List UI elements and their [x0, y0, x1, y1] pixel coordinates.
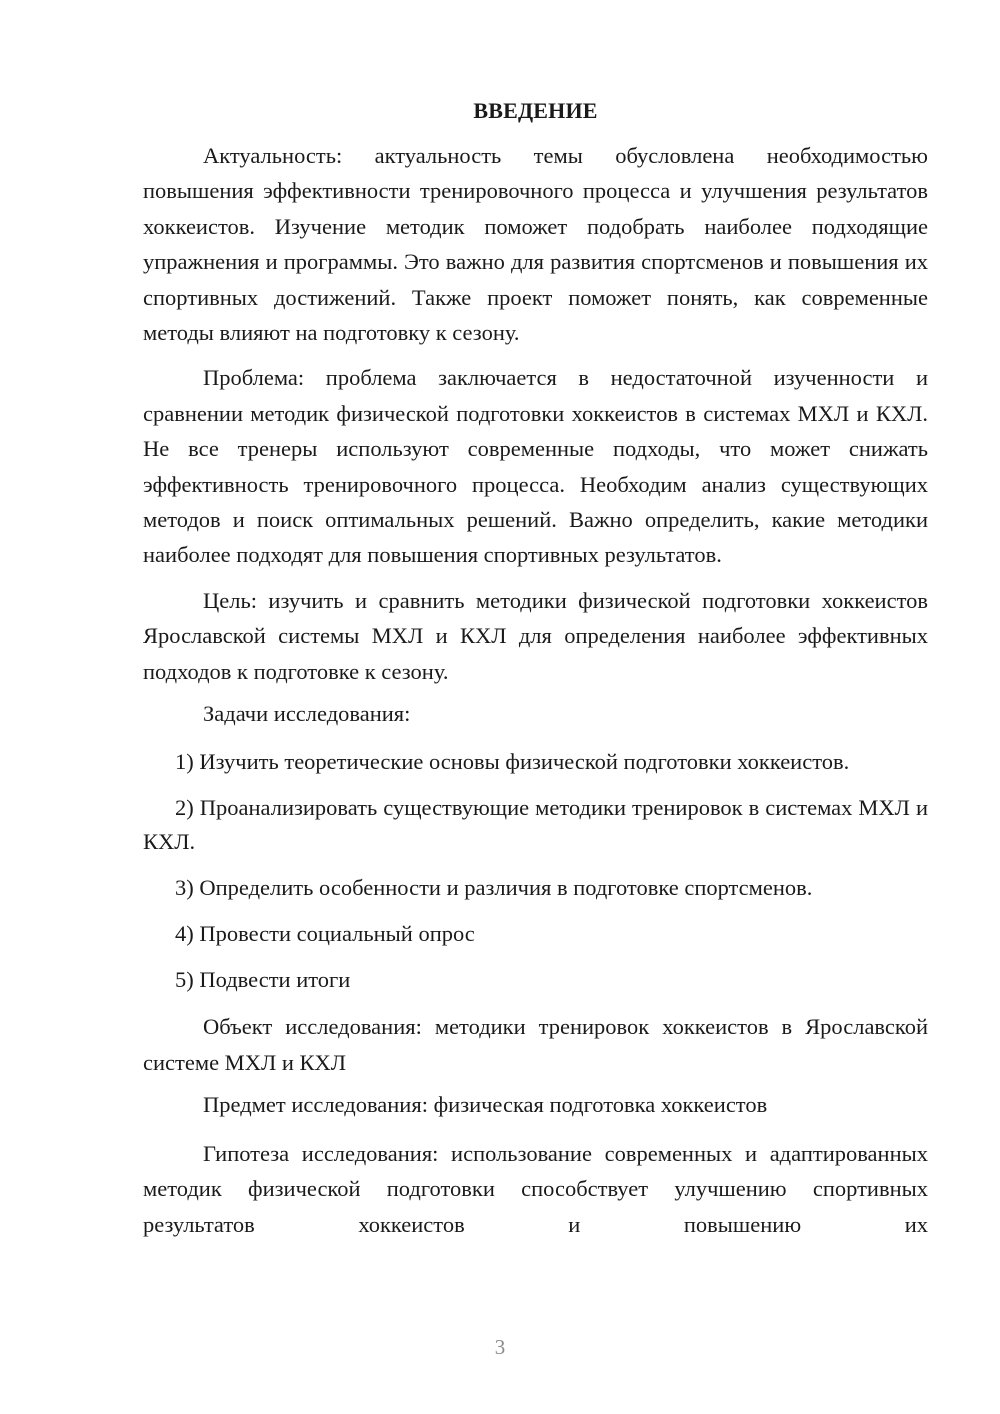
- task-item: 2) Проанализировать существующие методики тренировок в системах МХЛ и КХЛ.: [143, 795, 928, 855]
- problem-paragraph: Проблема: проблема заключается в недостаточной изученности и сравнении методик физической подготовки хоккеистов в системах МХЛ и КХЛ. Не все тренеры используют современные подходы, что может снижать эффективность тренировочного процесса. Необходим анализ существующих методов и поиск оптимальных решений. Важно определить, какие методики наиболее подходят для повышения спортивных результатов.: [143, 365, 928, 568]
- relevance-paragraph: Актуальность: актуальность темы обусловлена необходимостью повышения эффективности тренировочного процесса и улучшения результатов хоккеистов. Изучение методик поможет подобрать наиболее подходящие упражнения и программы. Это важно для развития спортсменов и повышения их спортивных достижений. Также проект поможет понять, как современные методы влияют на подготовку к сезону.: [143, 143, 928, 346]
- subject-paragraph: Предмет исследования: физическая подготовка хоккеистов: [203, 1091, 768, 1117]
- task-item: 1) Изучить теоретические основы физической подготовки хоккеистов.: [175, 749, 850, 775]
- task-item: 5) Подвести итоги: [175, 967, 351, 993]
- task-item: 4) Провести социальный опрос: [175, 921, 475, 947]
- hypothesis-paragraph: Гипотеза исследования: использование современных и адаптированных методик физической подготовки способствует улучшению спортивных результатов хоккеистов и повышению их: [143, 1140, 928, 1237]
- page-content: [143, 96, 928, 1252]
- tasks-heading: Задачи исследования:: [203, 701, 411, 727]
- goal-paragraph: Цель: изучить и сравнить методики физической подготовки хоккеистов Ярославской системы МХЛ и КХЛ для определения наиболее эффективных подходов к подготовке к сезону.: [143, 587, 928, 684]
- object-paragraph: Объект исследования: методики тренировок хоккеистов в Ярославской системе МХЛ и КХЛ: [143, 1014, 928, 1075]
- section-heading: ВВЕДЕНИЕ: [473, 98, 598, 123]
- page-number: 3: [494, 1335, 506, 1359]
- task-item: 3) Определить особенности и различия в подготовке спортсменов.: [175, 875, 813, 901]
